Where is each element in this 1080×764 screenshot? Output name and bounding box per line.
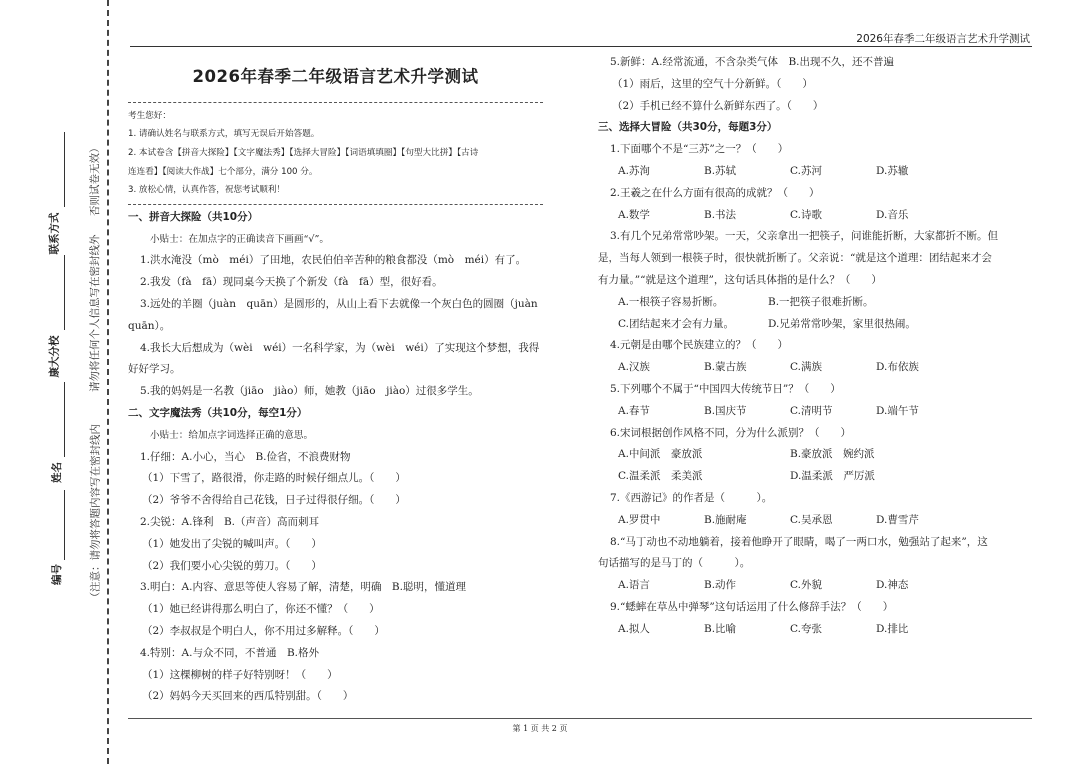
question: 5.新鲜：A.经常流通，不含杂类气体 B.出现不久，还不普遍 [610, 56, 894, 68]
options [598, 466, 1023, 488]
option[interactable]: A.春节 [618, 404, 650, 417]
option[interactable]: C.诗歌 [790, 208, 822, 221]
seal-notice-end: 否则试卷无效） [89, 142, 101, 216]
question-cont: 好好学习。 [128, 363, 181, 376]
question: 1.仔细：A.小心，当心 B.俭省，不浪费财物 [140, 450, 351, 463]
option[interactable]: C.团结起来才会有力量。 [618, 317, 734, 330]
option[interactable]: B.豪放派 婉约派 [790, 448, 875, 461]
options [598, 619, 1023, 641]
question: 5.下列哪个不属于“中国四大传统节日”？（ ） [610, 382, 841, 395]
option[interactable]: A.苏洵 [618, 164, 650, 177]
options [598, 205, 1023, 227]
notice-line: 3. 放松心情，认真作答，祝您考试顺利！ [128, 185, 286, 196]
option[interactable]: B.书法 [704, 208, 737, 221]
contact-field[interactable] [64, 132, 65, 207]
option[interactable]: A.中间派 豪放派 [618, 448, 703, 461]
campus-label: 康大分校 [48, 335, 61, 378]
contact-label: 联系方式 [48, 212, 61, 255]
header-rule [130, 46, 1032, 47]
footer-rule [128, 718, 1032, 719]
option[interactable]: B.动作 [704, 579, 737, 592]
sub-question[interactable]: （1）雨后，这里的空气十分新鲜。（ ） [612, 77, 813, 90]
sub-question[interactable]: （2）妈妈今天买回来的西瓜特别甜。（ ） [142, 690, 354, 703]
section-tip: 小贴士：给加点字词选择正确的意思。 [150, 429, 314, 441]
option[interactable]: C.清明节 [790, 404, 833, 417]
option[interactable]: C.夸张 [790, 622, 822, 635]
seal-line [107, 0, 109, 764]
notice-line: 2. 本试卷含【拼音大探险】【文字魔法秀】【选择大冒险】【词语填填圈】【句型大比拼】【古诗 [128, 147, 479, 158]
option[interactable]: A.拟人 [618, 622, 650, 635]
option[interactable]: C.苏河 [790, 164, 822, 177]
divider [128, 102, 543, 103]
options [598, 161, 1023, 183]
question: 2.尖锐：A.锋利 B.（声音）高而刺耳 [140, 515, 319, 528]
notice-line: 1. 请确认姓名与联系方式，填写无误后开始答题。 [128, 129, 320, 140]
options [598, 357, 1023, 379]
sub-question[interactable]: （1）她已经讲得那么明白了，你还不懂？（ ） [142, 603, 380, 616]
option[interactable]: C.满族 [790, 361, 822, 374]
sub-question[interactable]: （2）手机已经不算什么新鲜东西了。（ ） [612, 99, 824, 112]
option[interactable]: C.外貌 [790, 579, 822, 592]
option[interactable]: D.排比 [876, 622, 909, 635]
question: 7.《西游记》的作者是（ ）。 [610, 491, 773, 504]
options [598, 314, 1023, 336]
sub-question[interactable]: （1）这棵柳树的样子好特别呀！（ ） [142, 668, 338, 681]
question: 9.“蟋蟀在草丛中弹琴”这句话运用了什么修辞手法？（ ） [610, 600, 894, 613]
name-field[interactable] [64, 382, 65, 457]
options [598, 510, 1023, 532]
page-footer: 第 1 页 共 2 页 [512, 724, 568, 733]
option[interactable]: D.布依族 [876, 361, 919, 374]
question: 3.远处的羊圈（juàn quān）是圆形的，从山上看下去就像一个灰白色的圆圈（juàn [140, 297, 538, 310]
divider [128, 204, 543, 205]
option[interactable]: A.汉族 [618, 361, 650, 374]
options [598, 444, 1023, 466]
question: 2.我发（fà fā）现同桌今天换了个新发（fà fā）型，很好看。 [140, 276, 443, 289]
question: 3.明白：A.内容、意思等使人容易了解，清楚，明确 B.聪明，懂道理 [140, 581, 466, 594]
campus-field[interactable] [64, 255, 65, 330]
binding-strip [0, 0, 120, 764]
option[interactable]: D.音乐 [876, 208, 909, 221]
notice-greeting: 考生您好： [128, 110, 171, 121]
running-header: 2026年春季二年级语言艺术升学测试 [856, 33, 1030, 45]
seal-notice-middle: 请勿将任何个人信息写在密封线外 [89, 234, 101, 392]
option[interactable]: A.数学 [618, 208, 650, 221]
section-title: 一、拼音大探险（共10分） [128, 210, 259, 223]
option[interactable]: A.一根筷子容易折断。 [618, 295, 724, 308]
question: 1.下面哪个不是“三苏”之一？（ ） [610, 143, 789, 156]
question: 2.王羲之在什么方面有很高的成就？（ ） [610, 186, 820, 199]
exam-notice [128, 105, 543, 202]
id-field[interactable] [64, 490, 65, 560]
section-tip: 小贴士：在加点字的正确读音下画画“√”。 [150, 233, 330, 245]
sub-question[interactable]: （2）李叔叔是个明白人，你不用过多解释。（ ） [142, 624, 385, 637]
option[interactable]: B.蒙古族 [704, 361, 747, 374]
question: 5.我的妈妈是一名教（jiāo jiào）师，她教（jiāo jiào）过很多学生。 [140, 385, 479, 398]
option[interactable]: D.温柔派 严厉派 [790, 470, 875, 483]
seal-notice-outer: （注意：请勿将答题内容写在密封线内 [89, 424, 102, 603]
option[interactable]: D.曹雪芹 [876, 513, 919, 526]
question-cont: quān）。 [128, 319, 171, 332]
option[interactable]: D.苏辙 [876, 164, 909, 177]
question: 4.特别：A.与众不同，不普通 B.格外 [140, 646, 319, 659]
notice-line: 连连看】【阅读大作战】七个部分，满分 100 分。 [128, 166, 318, 177]
question-cont: 有力量。”“就是这个道理”，这句话具体指的是什么？（ ） [598, 273, 882, 286]
section-title: 二、文字魔法秀（共10分，每空1分） [128, 406, 308, 419]
question: 4.元朝是由哪个民族建立的？（ ） [610, 339, 789, 352]
question: 4.我长大后想成为（wèi wéi）一名科学家，为（wèi wéi）了实现这个梦想，我得 [140, 341, 540, 354]
option[interactable]: C.温柔派 柔美派 [618, 470, 703, 483]
sub-question[interactable]: （2）我们要小心尖锐的剪刀。（ ） [142, 559, 322, 572]
section-title: 三、选择大冒险（共30分，每题3分） [598, 121, 778, 134]
options [598, 401, 1023, 423]
option[interactable]: B.一把筷子很难折断。 [768, 295, 874, 308]
option[interactable]: D.兄弟常常吵架，家里很热闹。 [768, 317, 916, 330]
question: 8.“马丁动也不动地躺着，接着他睁开了眼睛，喝了一两口水，勉强站了起来”，这 [610, 535, 988, 548]
option[interactable]: A.罗贯中 [618, 513, 661, 526]
name-label: 姓名 [51, 462, 63, 483]
option[interactable]: C.吴承恩 [790, 513, 833, 526]
options [598, 575, 1023, 597]
option[interactable]: B.施耐庵 [704, 513, 747, 526]
option[interactable]: D.神态 [876, 579, 909, 592]
question: 1.洪水淹没（mò méi）了田地，农民伯伯辛苦种的粮食都没（mò méi）有了。 [140, 254, 527, 267]
right-column [598, 52, 1023, 641]
option[interactable]: B.国庆节 [704, 404, 747, 417]
sub-question[interactable]: （1）她发出了尖锐的喊叫声。（ ） [142, 537, 322, 550]
question-cont: 句话描写的是马丁的（ ）。 [598, 557, 751, 570]
question: 3.有几个兄弟常常吵架。一天，父亲拿出一把筷子，问谁能折断，大家都折不断。但 [610, 230, 999, 243]
options [598, 292, 1023, 314]
left-column [128, 52, 543, 708]
option[interactable]: B.比喻 [704, 622, 737, 635]
question: 6.宋词根据创作风格不同，分为什么派别？（ ） [610, 426, 852, 439]
page-title: 2026年春季二年级语言艺术升学测试 [192, 67, 479, 86]
option[interactable]: B.苏轼 [704, 164, 737, 177]
option[interactable]: A.语言 [618, 579, 650, 592]
option[interactable]: D.端午节 [876, 404, 919, 417]
sub-question[interactable]: （2）爷爷不舍得给自己花钱，日子过得很仔细。（ ） [142, 494, 406, 507]
sub-question[interactable]: （1）下雪了，路很滑，你走路的时候仔细点儿。（ ） [142, 472, 406, 485]
id-label: 编号 [51, 564, 63, 585]
question-cont: 是，当每人领到一根筷子时，很快就折断了。父亲说：“就是这个道理：团结起来才会 [598, 252, 992, 265]
